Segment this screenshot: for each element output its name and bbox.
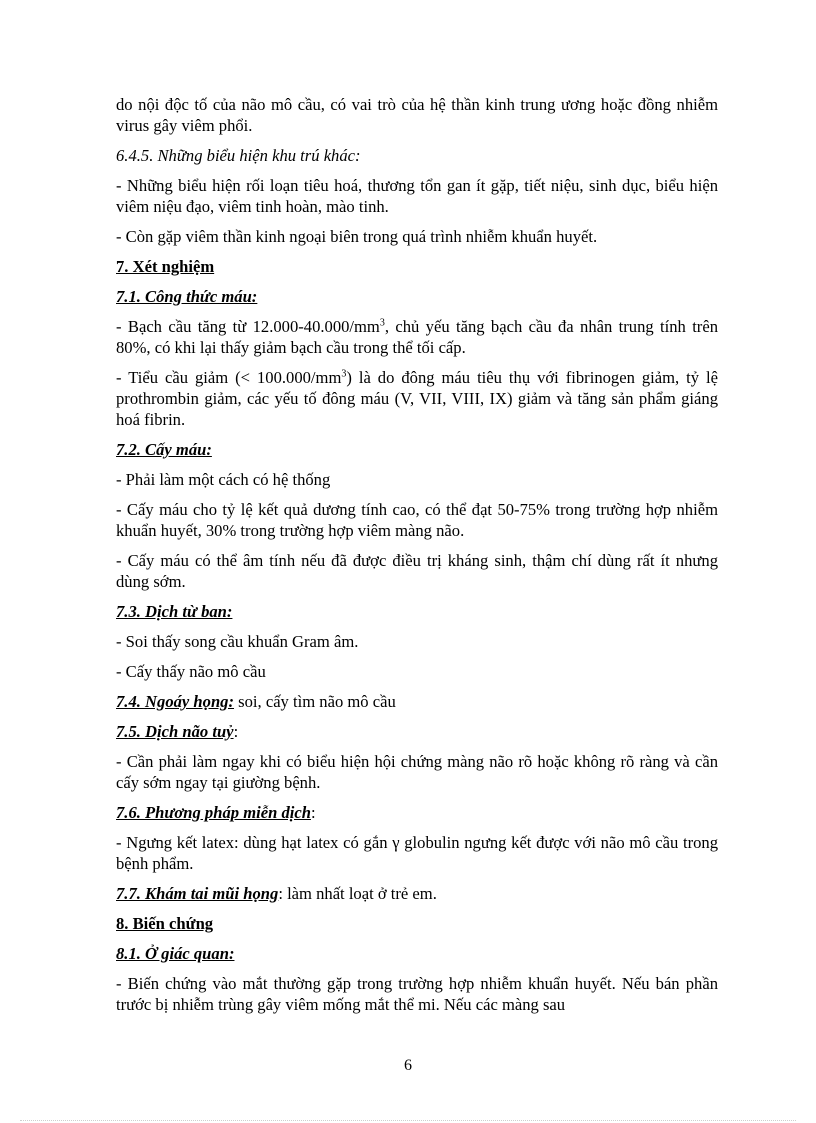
text-run: : xyxy=(310,803,316,822)
paragraph: - Cấy máu cho tỷ lệ kết quả dương tính cao, có thể đạt 50-75% trong trường hợp nhiễm khuẩn huyết, 30% trong trường hợp viêm màng não. xyxy=(116,500,718,540)
paragraph: - Biến chứng vào mắt thường gặp trong trường hợp nhiễm khuẩn huyết. Nếu bán phần trước bị nhiễm trùng gây viêm mống mắt thể mi. Nếu các màng sau xyxy=(116,974,718,1014)
subsection-heading-7-3: 7.3. Dịch từ ban: xyxy=(116,602,233,621)
paragraph: do nội độc tố của não mô cầu, có vai trò của hệ thần kinh trung ương hoặc đồng nhiễm virus gây viêm phổi. xyxy=(116,95,718,135)
subsection-heading-7-5: 7.5. Dịch não tuỷ xyxy=(116,722,234,741)
text-run: : làm nhất loạt ở trẻ em. xyxy=(278,884,437,903)
paragraph xyxy=(116,721,718,742)
paragraph: - Ngưng kết latex: dùng hạt latex có gắn γ globulin ngưng kết được với não mô cầu trong bệnh phẩm. xyxy=(116,833,718,873)
paragraph: - Cấy thấy não mô cầu xyxy=(116,662,266,681)
section-heading-7: 7. Xét nghiệm xyxy=(116,257,215,276)
paragraph: - Soi thấy song cầu khuẩn Gram âm. xyxy=(116,632,359,651)
paragraph xyxy=(116,883,718,904)
subsection-heading-7-2: 7.2. Cấy máu: xyxy=(116,440,212,459)
text-run: soi, cấy tìm não mô cầu xyxy=(234,692,396,711)
paragraph xyxy=(116,316,718,358)
text-run: ) là do đông máu tiêu thụ với fibrinogen giảm, tỷ lệ prothrombin giảm, các yếu tố đông máu (V, VII, VIII, IX) giảm và tăng sản phẩm giáng hoá fibrin. xyxy=(116,368,718,429)
subsection-heading-7-4: 7.4. Ngoáy họng: xyxy=(116,692,235,711)
paragraph xyxy=(116,802,718,823)
paragraph: - Cần phải làm ngay khi có biểu hiện hội chứng màng não rõ hoặc không rõ ràng và cần cấy sớm ngay tại giường bệnh. xyxy=(116,752,718,792)
subsection-heading-7-1: 7.1. Công thức máu: xyxy=(116,287,258,306)
subsection-heading-7-7: 7.7. Khám tai mũi họng xyxy=(116,884,279,903)
paragraph: - Cấy máu có thể âm tính nếu đã được điều trị kháng sinh, thậm chí dùng rất ít nhưng dùng sớm. xyxy=(116,551,718,591)
subsection-heading-7-6: 7.6. Phương pháp miễn dịch xyxy=(116,803,311,822)
text-run: - Bạch cầu tăng từ 12.000-40.000/mm xyxy=(116,317,380,336)
text-run: : xyxy=(233,722,239,741)
subsection-heading-8-1: 8.1. Ở giác quan: xyxy=(116,944,235,963)
paragraph: - Còn gặp viêm thần kinh ngoại biên trong quá trình nhiễm khuẩn huyết. xyxy=(116,227,598,246)
text-run: - Tiểu cầu giảm (< 100.000/mm xyxy=(116,368,342,387)
page-content xyxy=(116,94,718,1024)
subsection-heading-6-4-5: 6.4.5. Những biểu hiện khu trú khác: xyxy=(116,146,361,165)
paragraph xyxy=(116,367,718,430)
page-bottom-divider xyxy=(20,1120,796,1121)
page-number: 6 xyxy=(404,1057,412,1074)
text-run: , chủ yếu tăng bạch cầu đa nhân trung tính trên 80%, có khi lại thấy giảm bạch cầu trong thể tối cấp. xyxy=(116,317,718,357)
superscript: 3 xyxy=(379,317,385,329)
section-heading-8: 8. Biến chứng xyxy=(116,914,214,933)
paragraph xyxy=(116,691,718,712)
paragraph: - Những biểu hiện rối loạn tiêu hoá, thương tổn gan ít gặp, tiết niệu, sinh dục, biểu hiện viêm niệu đạo, viêm tinh hoàn, mào tinh. xyxy=(116,176,718,216)
superscript: 3 xyxy=(341,368,347,380)
paragraph: - Phải làm một cách có hệ thống xyxy=(116,470,331,489)
